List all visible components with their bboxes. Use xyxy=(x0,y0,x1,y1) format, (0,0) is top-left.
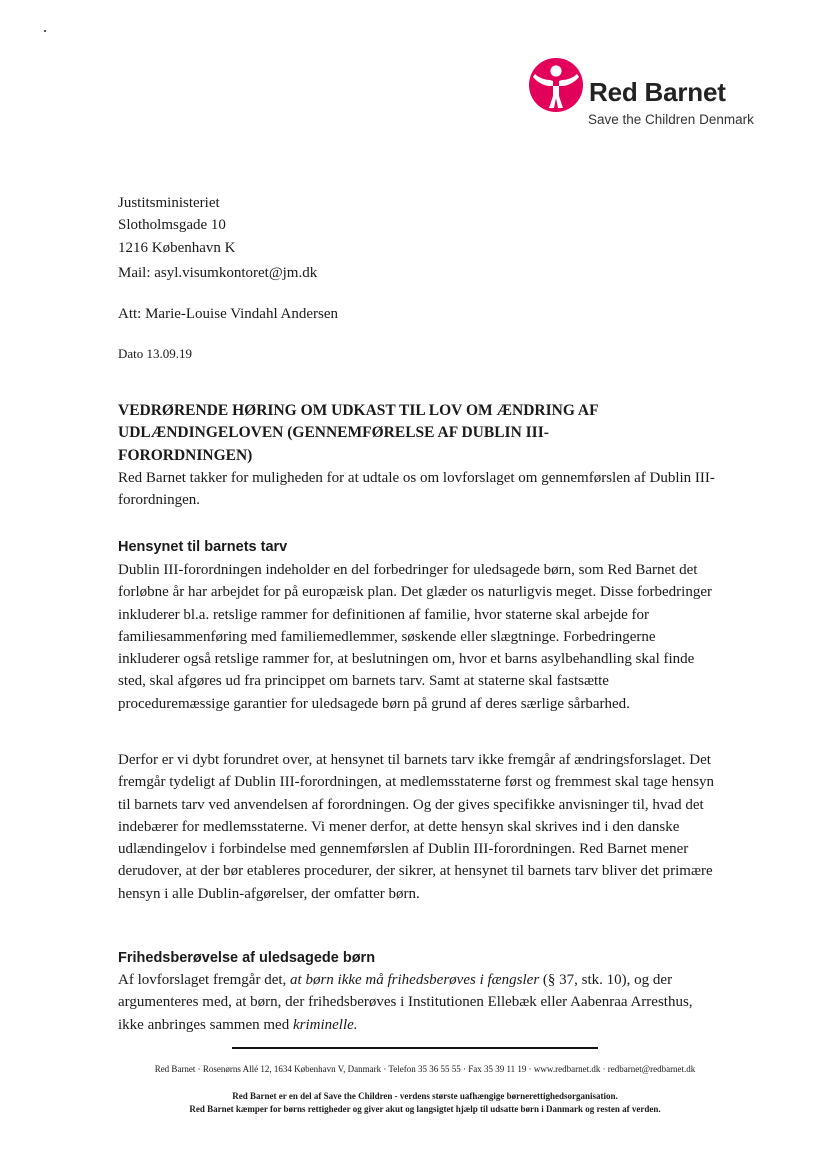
footer-contact-line: Red Barnet · Rosenørns Allé 12, 1634 København V, Danmark · Telefon 35 36 55 55 · Fax 35 39 11 19 · www.redbarnet.dk · redbarnet@redbarnet.dk xyxy=(154,1064,696,1074)
section2-paragraph xyxy=(118,969,718,1036)
recipient-name: Justitsministeriet xyxy=(118,195,220,211)
letter-date: Dato 13.09.19 xyxy=(118,346,193,361)
section2-emphasis-fengsler: at børn ikke må frihedsberøves i fængsler xyxy=(290,972,540,988)
recipient-mail: Mail: asyl.visumkontoret@jm.dk xyxy=(118,265,318,281)
child-figure-icon xyxy=(527,56,585,114)
scan-speck xyxy=(44,30,46,32)
brand-tagline: Save the Children Denmark xyxy=(588,112,754,127)
intro-paragraph: Red Barnet takker for muligheden for at udtale os om lovforslaget om gennemførslen af Dublin III-forordningen. xyxy=(118,470,715,509)
section1-paragraph-2: Derfor er vi dybt forundret over, at hensynet til barnets tarv ikke fremgår af ændringsforslaget. Det fremgår tydeligt af Dublin III-forordningen, at medlemsstaterne først og fremmest skal tage hensyn til barnets tarv ved anvendelsen af forordningen. Og der gives specifikke anvisninger til, hvad det indebærer for medlemsstaterne. Vi mener derfor, at dette hensyn skal skrives ind i den danske udlændingelov i forbindelse med gennemførslen af Dublin III-forordningen. Red Barnet mener derudover, at der bør etableres procedurer, der sikrer, at hensynet til barnets tarv bliver det primære hensyn i alle Dublin-afgørelser, der omfatter børn. xyxy=(118,752,715,902)
section2-text-middle: (§ 37, stk. 10), og der argumenteres med, at børn, der frihedsberøves i Institutionen Ellebæk eller Aabenraa Arresthus, ikke anbringes sammen med xyxy=(118,972,693,1033)
footer-organisation-line: Red Barnet er en del af Save the Children - verdens største uafhængige børnerettighedsorganisation. xyxy=(232,1091,618,1101)
brand-name: Red Barnet xyxy=(589,77,726,107)
section-title-frihedsberoevelse: Frihedsberøvelse af uledsagede børn xyxy=(118,950,376,966)
attention-line: Att: Marie-Louise Vindahl Andersen xyxy=(118,306,339,322)
recipient-street: Slotholmsgade 10 xyxy=(118,217,226,234)
footer-divider xyxy=(232,1047,598,1049)
section1-paragraph-1: Dublin III-forordningen indeholder en del forbedringer for uledsagede børn, som Red Barnet det forløbne år har arbejdet for på europæisk plan. Det glæder os naturligvis meget. Disse forbedringer inkluderer bl.a. retslige rammer for definitionen af familie, hvor staterne skal arbejde for familiesammenføring med familiemedlemmer, søskende eller slægtninge. Forbedringerne inkluderer også retslige rammer for, at beslutningen om, hvor et barns asylbehandling skal finde sted, skal afgøres ud fra princippet om barnets tarv. Samt at staterne skal fastsætte proceduremæssige garantier for uledsagede børn på grund af deres særlige sårbarhed. xyxy=(118,562,712,712)
red-barnet-logo xyxy=(527,56,754,132)
footer-mission-line: Red Barnet kæmper for børns rettigheder og giver akut og langsigtet hjælp til udsatte børn i Danmark og resten af verden. xyxy=(189,1104,661,1114)
section2-text-start: Af lovforslaget fremgår det, xyxy=(118,972,291,988)
section2-emphasis-kriminelle: kriminelle. xyxy=(292,1016,358,1033)
letter-heading: VEDRØRENDE HØRING OM UDKAST TIL LOV OM ÆNDRING AF UDLÆNDINGELOVEN (GENNEMFØRELSE AF DUBLIN III-FORORDNINGEN) xyxy=(118,402,598,464)
section-title-barnets-tarv: Hensynet til barnets tarv xyxy=(118,539,288,555)
recipient-city: 1216 København K xyxy=(118,239,236,256)
recipient-address xyxy=(118,192,235,259)
